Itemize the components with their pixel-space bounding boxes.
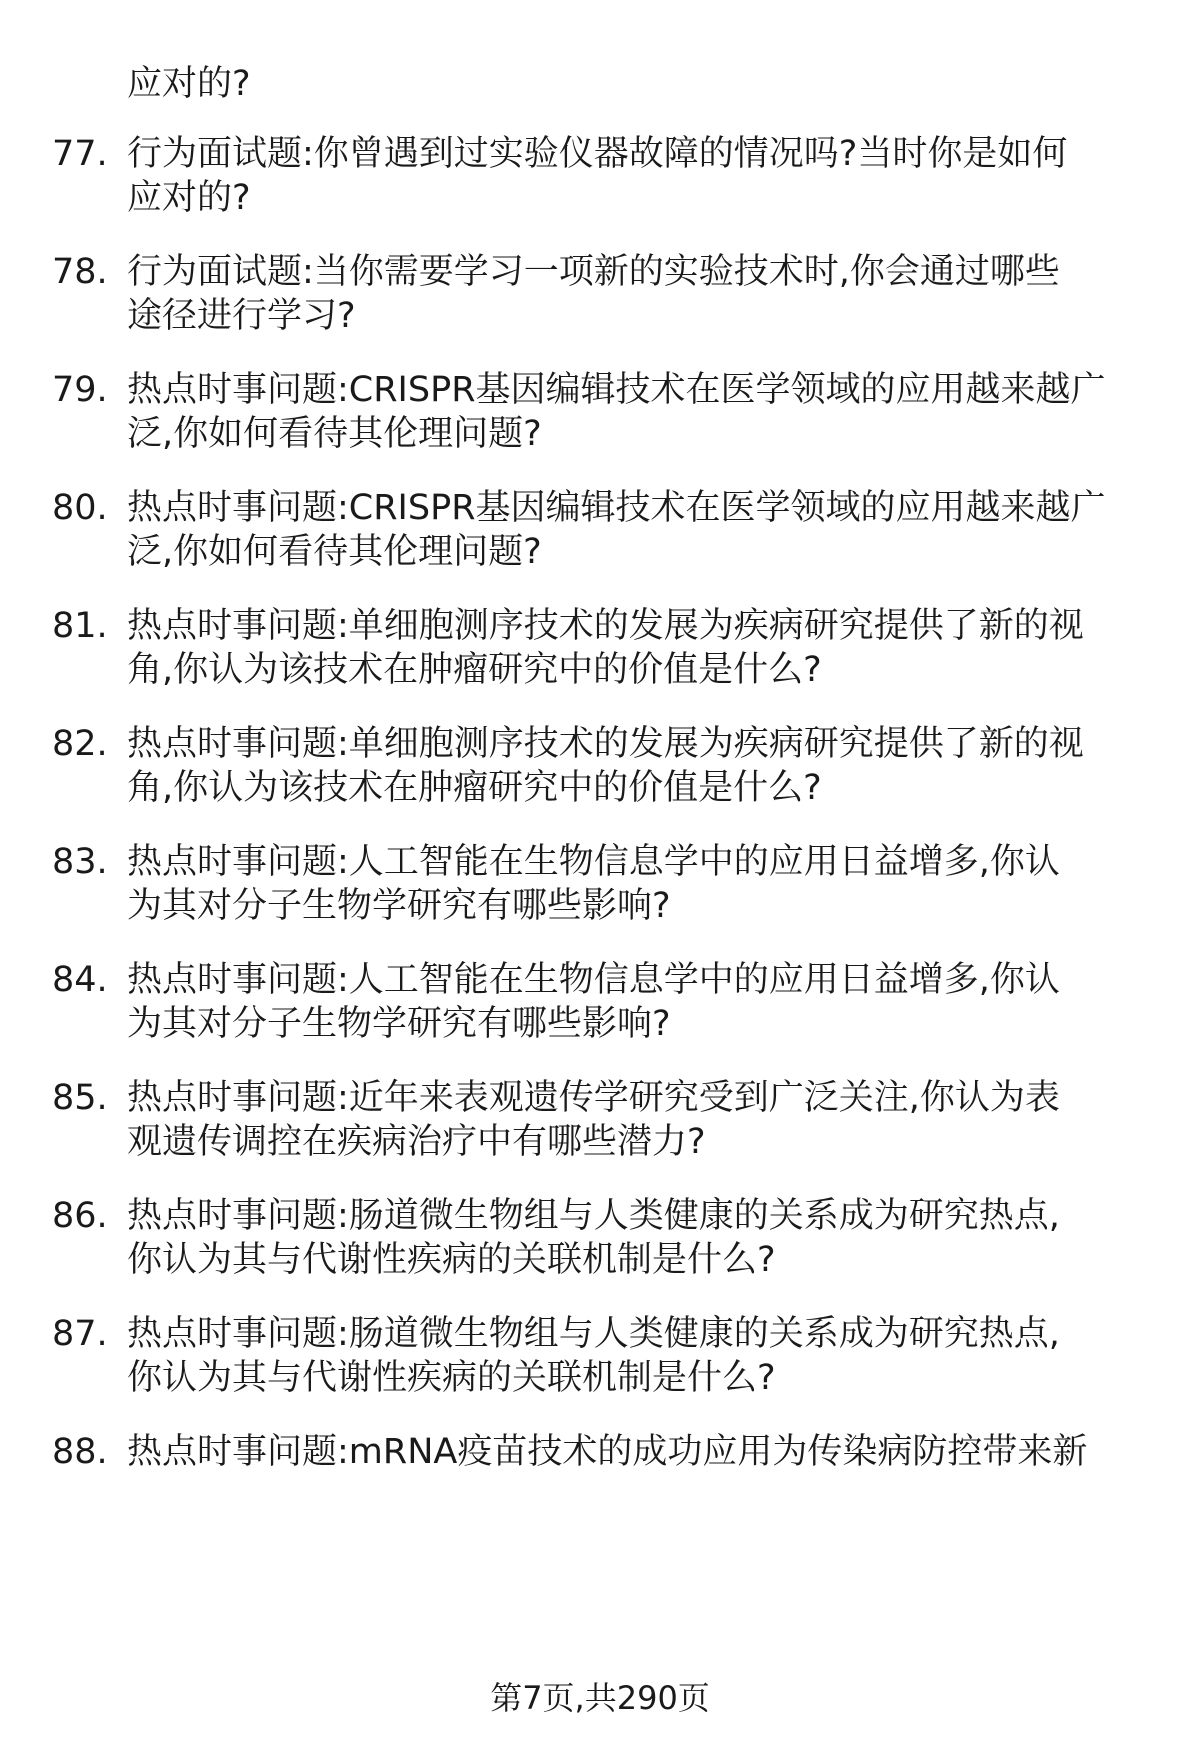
question-text — [127, 840, 1162, 928]
question-text — [127, 958, 1162, 1046]
question-text-line: 热点时事问题:单细胞测序技术的发展为疾病研究提供了新的视 — [127, 606, 1084, 646]
question-number: 88. — [52, 1432, 108, 1472]
question-text-line: 行为面试题:你曾遇到过实验仪器故障的情况吗?当时你是如何 — [127, 134, 1068, 174]
question-text-line: 你认为其与代谢性疾病的关联机制是什么? — [127, 1240, 776, 1280]
question-number: 85. — [52, 1078, 108, 1118]
question-text-line: 热点时事问题:肠道微生物组与人类健康的关系成为研究热点, — [127, 1314, 1060, 1354]
question-text-line: 你认为其与代谢性疾病的关联机制是什么? — [127, 1358, 776, 1398]
question-text — [127, 486, 1162, 574]
question-text-line: 泛,你如何看待其伦理问题? — [127, 414, 542, 454]
question-text-line: 途径进行学习? — [127, 296, 356, 336]
question-text — [127, 1430, 1162, 1474]
question-text — [127, 1312, 1162, 1400]
question-text-line: 热点时事问题:人工智能在生物信息学中的应用日益增多,你认 — [127, 842, 1060, 882]
question-text — [127, 1194, 1162, 1282]
question-text-line: 热点时事问题:CRISPR基因编辑技术在医学领域的应用越来越广 — [127, 488, 1106, 528]
question-text-line: 观遗传调控在疾病治疗中有哪些潜力? — [127, 1122, 706, 1162]
question-number: 87. — [52, 1314, 108, 1354]
question-number: 78. — [52, 252, 108, 292]
question-number: 84. — [52, 960, 108, 1000]
question-text-line: 为其对分子生物学研究有哪些影响? — [127, 886, 671, 926]
question-text-line: 角,你认为该技术在肿瘤研究中的价值是什么? — [127, 650, 822, 690]
question-text-line: 热点时事问题:mRNA疫苗技术的成功应用为传染病防控带来新 — [127, 1432, 1088, 1472]
question-text — [127, 132, 1162, 220]
question-text-line: 热点时事问题:人工智能在生物信息学中的应用日益增多,你认 — [127, 960, 1060, 1000]
question-text-line: 热点时事问题:CRISPR基因编辑技术在医学领域的应用越来越广 — [127, 370, 1106, 410]
question-text-line: 热点时事问题:单细胞测序技术的发展为疾病研究提供了新的视 — [127, 724, 1084, 764]
question-number: 82. — [52, 724, 108, 764]
question-text — [127, 722, 1162, 810]
question-number: 77. — [52, 134, 108, 174]
question-text — [127, 250, 1162, 338]
question-text-line: 行为面试题:当你需要学习一项新的实验技术时,你会通过哪些 — [127, 252, 1060, 292]
question-text — [127, 368, 1162, 456]
continuation-line: 应对的? — [127, 64, 251, 104]
question-number: 79. — [52, 370, 108, 410]
question-number: 80. — [52, 488, 108, 528]
question-text — [127, 604, 1162, 692]
question-text — [127, 1076, 1162, 1164]
question-text-line: 应对的? — [127, 178, 251, 218]
question-number: 86. — [52, 1196, 108, 1236]
question-text-line: 为其对分子生物学研究有哪些影响? — [127, 1004, 671, 1044]
question-text-line: 热点时事问题:近年来表观遗传学研究受到广泛关注,你认为表 — [127, 1078, 1060, 1118]
page-footer: 第7页,共290页 — [490, 1679, 710, 1717]
question-number: 81. — [52, 606, 108, 646]
question-text-line: 热点时事问题:肠道微生物组与人类健康的关系成为研究热点, — [127, 1196, 1060, 1236]
question-text-line: 泛,你如何看待其伦理问题? — [127, 532, 542, 572]
question-text-line: 角,你认为该技术在肿瘤研究中的价值是什么? — [127, 768, 822, 808]
question-number: 83. — [52, 842, 108, 882]
